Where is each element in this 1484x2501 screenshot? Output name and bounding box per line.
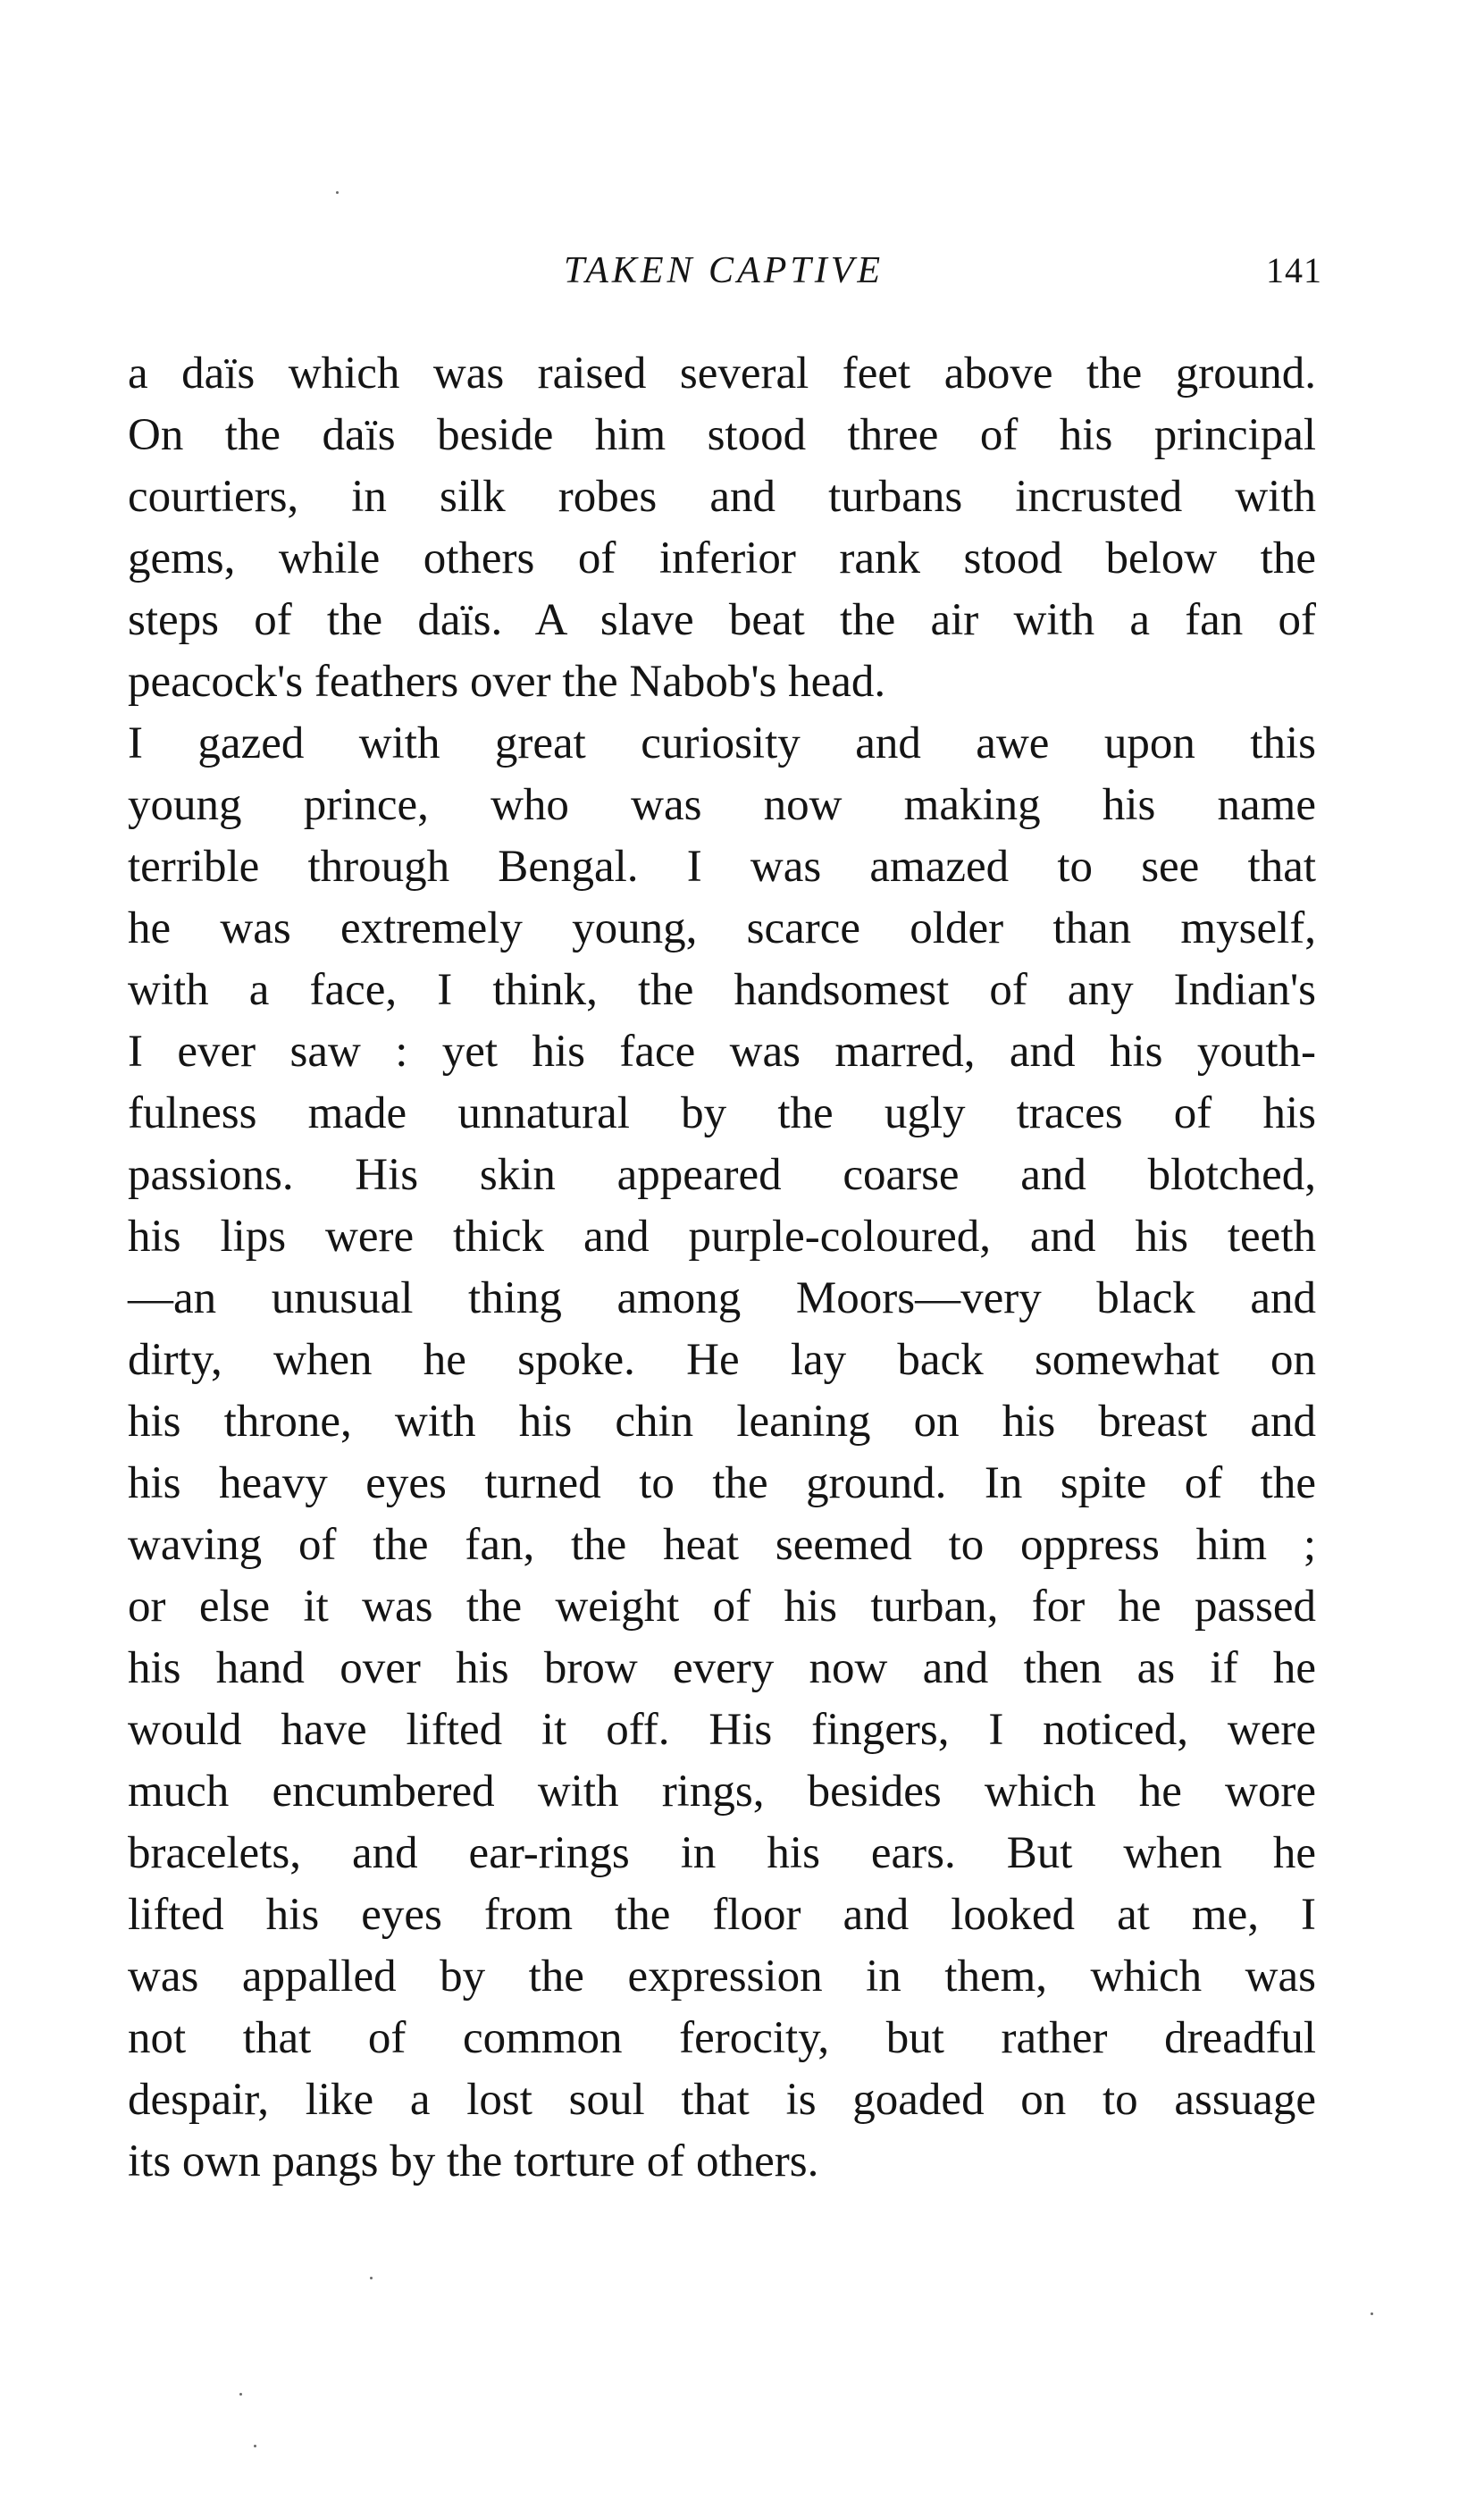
text-line: I ever saw : yet his face was marred, and his youth- (128, 1027, 1316, 1077)
text-line: steps of the daïs. A slave beat the air with a fan of (128, 595, 1316, 645)
paper-speck (336, 191, 339, 194)
text-line: its own pangs by the torture of others. (128, 2136, 819, 2186)
text-line: courtiers, in silk robes and turbans incrusted with (128, 472, 1316, 522)
text-line: despair, like a lost soul that is goaded on to assuage (128, 2075, 1316, 2125)
text-line: would have lifted it off. His fingers, I noticed, were (128, 1705, 1316, 1755)
text-line: gems, while others of inferior rank stood below the (128, 533, 1316, 583)
text-line: —an unusual thing among Moors—very black and (128, 1273, 1316, 1323)
text-line: or else it was the weight of his turban, for he passed (128, 1582, 1316, 1632)
text-line: lifted his eyes from the floor and looked at me, I (128, 1890, 1316, 1940)
text-line: passions. His skin appeared coarse and blotched, (128, 1150, 1316, 1200)
body-text (128, 343, 1316, 2193)
paper-speck (254, 2445, 256, 2447)
text-line: waving of the fan, the heat seemed to oppress him ; (128, 1520, 1316, 1570)
paper-speck (1371, 2312, 1373, 2315)
text-line: his lips were thick and purple-coloured, and his teeth (128, 1212, 1316, 1262)
text-line: was appalled by the expression in them, which was (128, 1951, 1316, 2002)
running-title: TAKEN CAPTIVE (563, 250, 885, 291)
text-line: his throne, with his chin leaning on his breast and (128, 1397, 1316, 1447)
text-line: young prince, who was now making his name (128, 780, 1316, 830)
text-line: he was extremely young, scarce older than myself, (128, 903, 1316, 953)
text-line: I gazed with great curiosity and awe upon this (128, 718, 1316, 768)
text-line: a daïs which was raised several feet above the ground. (128, 348, 1316, 399)
text-line: with a face, I think, the handsomest of any Indian's (128, 965, 1316, 1015)
text-line: peacock's feathers over the Nabob's head. (128, 657, 886, 707)
text-line: bracelets, and ear-rings in his ears. But when he (128, 1828, 1316, 1878)
text-line: much encumbered with rings, besides which he wore (128, 1767, 1316, 1817)
text-line: On the daïs beside him stood three of his principal (128, 410, 1316, 460)
text-line: terrible through Bengal. I was amazed to see that (128, 842, 1316, 892)
text-line: fulness made unnatural by the ugly traces of his (128, 1088, 1316, 1138)
paper-speck (370, 2277, 373, 2279)
running-head (125, 248, 1322, 293)
page-number: 141 (1266, 250, 1322, 290)
text-line: dirty, when he spoke. He lay back somewhat on (128, 1335, 1316, 1385)
text-line: not that of common ferocity, but rather dreadful (128, 2013, 1316, 2063)
paper-speck (239, 2393, 242, 2396)
text-line: his heavy eyes turned to the ground. In spite of the (128, 1458, 1316, 1508)
text-line: his hand over his brow every now and then as if he (128, 1643, 1316, 1693)
